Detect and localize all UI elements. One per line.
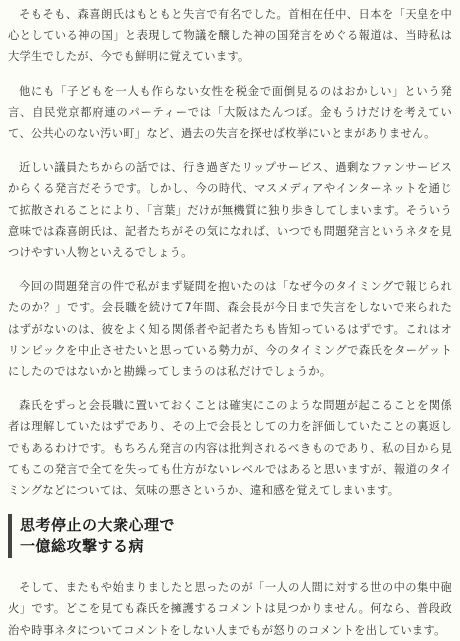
paragraph-chairman-evaluation: 森氏をずっと会長職に置いておくことは確実にこのような問題が起こることを関係者は理解していたはずであり、その上で会長としての力を評価していたことの裏返しでもあるわけです。もちろん発言の内容は批判されるべきものであり、私の目から見てもこの発言で全てを失っても仕方がないレベルではあると思いますが、報道のタイミングなどについては、気味の悪さというか、違和感を覚えてしまいます。 <box>8 399 452 498</box>
section-heading <box>8 514 452 558</box>
paragraph-other-gaffes: 他にも「子どもを一人も作らない女性を税金で面倒見るのはおかしい」という発言、自民党京都府連のパーティーでは「大阪はたんつぼ。金もうけだけを考えていて、公共心のない汚い町」など、過去の失言を探せば枚挙にいとまがありません。 <box>8 84 452 141</box>
paragraph-mori-gaffe-history: そもそも、森喜朗氏はもともと失言で有名でした。首相在任中、日本を「天皇を中心としている神の国」と表現して物議を醸した神の国発言をめぐる報道は、当時私は大学生でしたが、今でも鮮明に覚えています。 <box>8 8 452 64</box>
paragraph-timing-question: 今回の問題発言の件で私がまず疑問を抱いたのは「なぜ今のタイミングで報じられたのか？」です。会長職を続けて7年間、森会長が今日まで失言をしないで来られたはずがないのは、彼をよく知る関係者や記者たちも皆知っているはずです。これはオリンピックを中止させたいと思っている勢力が、今のタイミングで森氏をターゲットにしたのではないかと勘繰ってしまうのは私だけでしょうか。 <box>8 280 452 379</box>
section-heading-line-1: 思考停止の大衆心理で <box>20 516 176 535</box>
section-heading-line-2: 一億総攻撃する病 <box>20 537 145 556</box>
paragraph-public-backlash: そして、またもや始まりましたと思ったのが「一人の人間に対する世の中の集中砲火」です。どこを見ても森氏を擁護するコメントは見つかりません。何なら、普段政治や時事ネタについてコメントをしない人までもが怒りのコメントを出しています。 <box>8 581 452 637</box>
paragraph-lip-service: 近しい議員たちからの話では、行き過ぎたリップサービス、過剰なファンサービスからくる発言だそうです。しかし、今の時代、マスメディアやインターネットを通じて拡散されることにより、「言葉」だけが無機質に独り歩きしてしまいます。そういう意味では森喜朗氏は、記者たちがその気になれば、いつでも問題発言というネタを見つけやすい人物といえるでしょう。 <box>8 161 452 260</box>
